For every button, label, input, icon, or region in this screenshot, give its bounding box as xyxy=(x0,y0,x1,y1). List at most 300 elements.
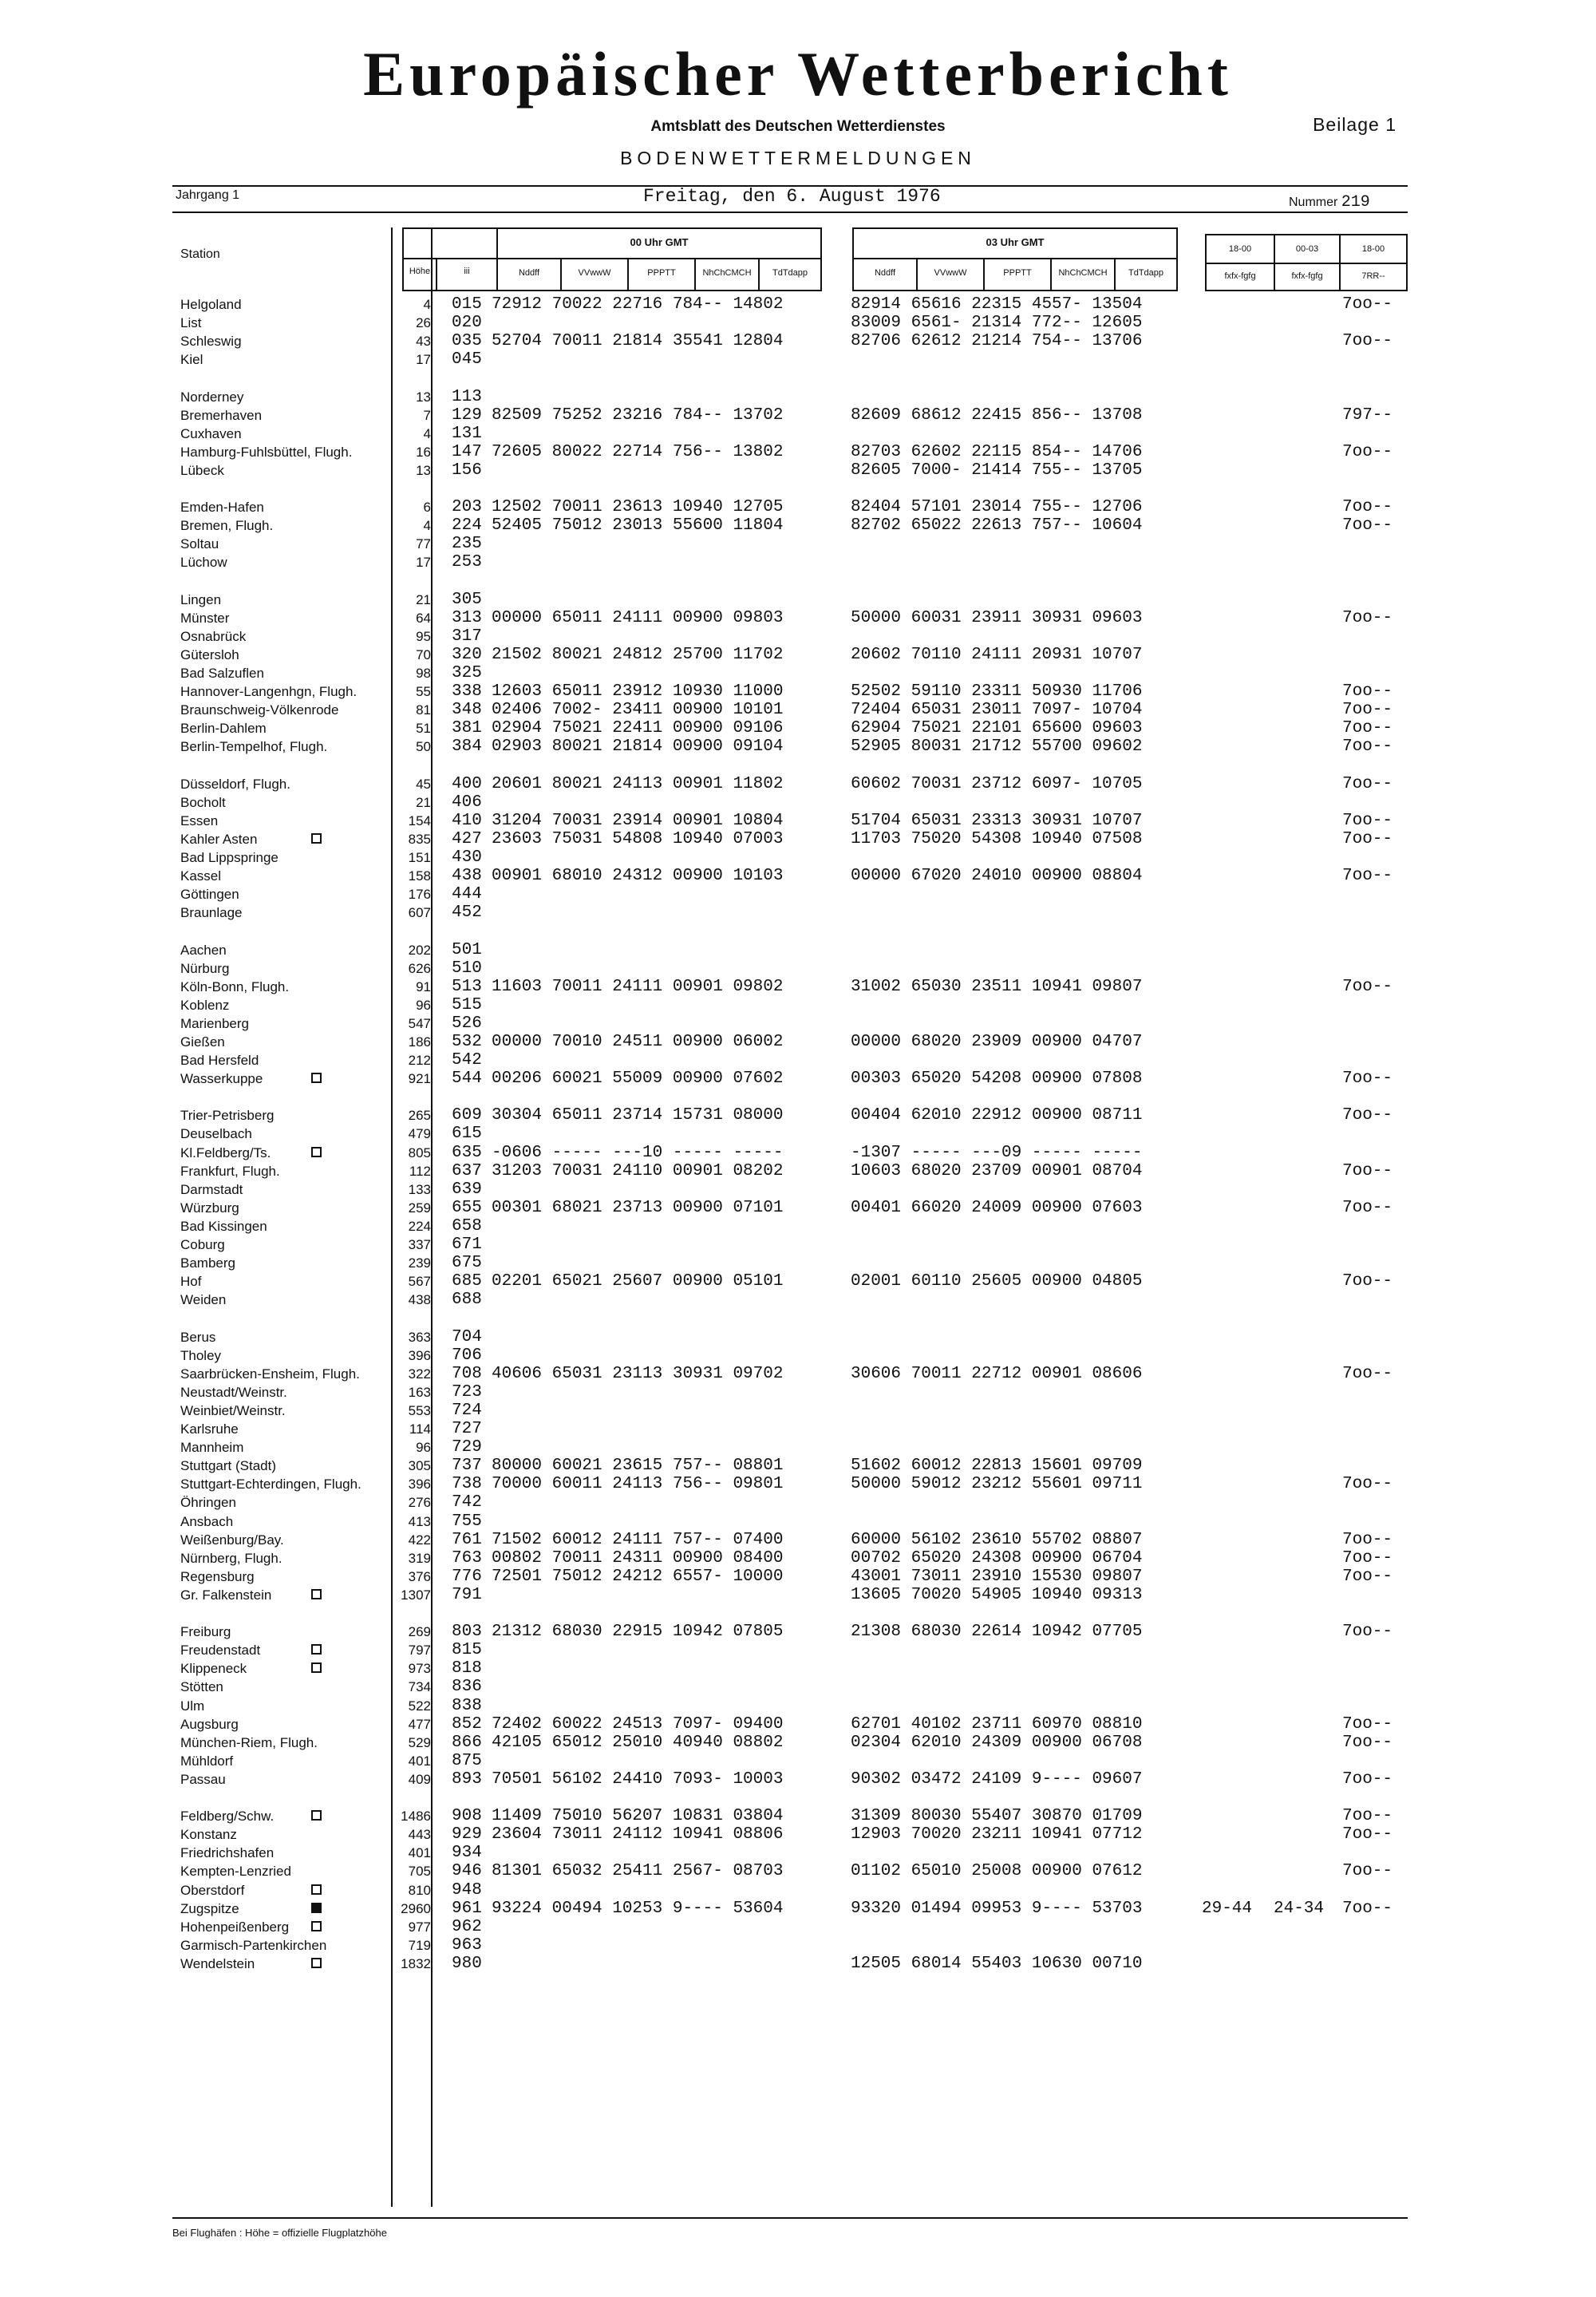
report-03-utc: 30606 70011 22712 00901 08606 xyxy=(851,1365,1143,1383)
station-number: 542 xyxy=(452,1051,482,1069)
report-00-utc: 20601 80021 24113 00901 11802 xyxy=(492,775,784,793)
station-height: 479 xyxy=(408,1126,431,1141)
station-height: 7 xyxy=(423,408,431,423)
station-name: Bamberg xyxy=(180,1255,235,1271)
extra-header-bottom: fxfx-fgfg xyxy=(1224,271,1256,281)
table-row xyxy=(0,885,1596,903)
station-name: Darmstadt xyxy=(180,1182,243,1197)
station-number: 803 xyxy=(452,1623,482,1641)
table-row xyxy=(0,1881,1596,1900)
station-height: 401 xyxy=(408,1753,431,1769)
report-00-utc: 11409 75010 56207 10831 03804 xyxy=(492,1807,784,1825)
station-number: 400 xyxy=(452,775,482,793)
report-03-utc: 93320 01494 09953 9---- 53703 xyxy=(851,1900,1143,1918)
station-number: 852 xyxy=(452,1715,482,1734)
table-row xyxy=(0,1217,1596,1235)
precipitation-group: 7oo-- xyxy=(1342,1568,1393,1586)
table-row xyxy=(0,1475,1596,1493)
station-number: 791 xyxy=(452,1586,482,1604)
station-name: Bremerhaven xyxy=(180,408,263,423)
table-row xyxy=(0,516,1596,535)
station-number: 688 xyxy=(452,1291,482,1309)
station-height: 319 xyxy=(408,1551,431,1566)
station-height: 409 xyxy=(408,1772,431,1787)
station-height: 977 xyxy=(408,1919,431,1935)
station-number: 658 xyxy=(452,1217,482,1235)
station-name: Kl.Feldberg/Ts. xyxy=(180,1145,271,1160)
page-title: Europäischer Wetterbericht xyxy=(363,39,1233,109)
station-name: Koblenz xyxy=(180,998,230,1013)
station-number: 305 xyxy=(452,591,482,609)
station-height: 176 xyxy=(408,887,431,902)
station-height: 705 xyxy=(408,1864,431,1879)
station-number: 948 xyxy=(452,1881,482,1900)
precipitation-group: 7oo-- xyxy=(1342,1825,1393,1844)
table-row xyxy=(0,1051,1596,1069)
station-name: Neustadt/Weinstr. xyxy=(180,1385,287,1400)
precipitation-group: 7oo-- xyxy=(1342,609,1393,627)
station-name: Kassel xyxy=(180,868,222,884)
report-00-utc: 72402 60022 24513 7097- 09400 xyxy=(492,1715,784,1734)
table-row xyxy=(0,959,1596,978)
station-name: Aachen xyxy=(180,943,227,958)
station-name: Frankfurt, Flugh. xyxy=(180,1164,280,1179)
station-name: Wasserkuppe xyxy=(180,1071,263,1086)
station-name: Braunschweig-Völkenrode xyxy=(180,702,339,718)
table-row xyxy=(0,701,1596,719)
table-row xyxy=(0,1844,1596,1862)
report-00-utc: 31203 70031 24110 00901 08202 xyxy=(492,1162,784,1180)
station-number: 406 xyxy=(452,793,482,812)
report-03-utc: 82404 57101 23014 755-- 12706 xyxy=(851,498,1143,516)
col-header: Nddff xyxy=(518,268,540,278)
station-height: 1486 xyxy=(401,1809,431,1824)
precipitation-group: 7oo-- xyxy=(1342,830,1393,848)
report-03-utc: 43001 73011 23910 15530 09807 xyxy=(851,1568,1143,1586)
station-name: Helgoland xyxy=(180,297,242,312)
station-number: 224 xyxy=(452,516,482,535)
table-row xyxy=(0,1272,1596,1291)
station-name: Hannover-Langenhgn, Flugh. xyxy=(180,684,358,699)
station-height: 6 xyxy=(423,500,431,515)
precipitation-group: 7oo-- xyxy=(1342,1199,1393,1217)
report-03-utc: -1307 ----- ---09 ----- ----- xyxy=(851,1144,1143,1162)
station-name: Weinbiet/Weinstr. xyxy=(180,1403,286,1418)
report-00-utc: 00000 65011 24111 00900 09803 xyxy=(492,609,784,627)
table-row xyxy=(0,1402,1596,1420)
report-00-utc: 70000 60011 24113 756-- 09801 xyxy=(492,1475,784,1493)
table-row xyxy=(0,498,1596,516)
header-rule-bottom xyxy=(172,212,1408,213)
station-height: 96 xyxy=(416,998,431,1013)
report-03-utc: 12505 68014 55403 10630 00710 xyxy=(851,1955,1143,1973)
table-row xyxy=(0,535,1596,553)
station-name: Lüchow xyxy=(180,555,227,570)
report-03-utc: 52905 80031 21712 55700 09602 xyxy=(851,737,1143,756)
station-name: Kahler Asten xyxy=(180,832,258,847)
station-number: 708 xyxy=(452,1365,482,1383)
station-height: 21 xyxy=(416,795,431,810)
report-03-utc: 00401 66020 24009 00900 07603 xyxy=(851,1199,1143,1217)
table-row xyxy=(0,1033,1596,1051)
station-number: 685 xyxy=(452,1272,482,1291)
col-header: TdTdapp xyxy=(1128,268,1164,278)
station-number: 671 xyxy=(452,1235,482,1254)
filled-square-icon xyxy=(311,1903,322,1913)
table-row xyxy=(0,646,1596,664)
report-03-utc: 62701 40102 23711 60970 08810 xyxy=(851,1715,1143,1734)
table-row xyxy=(0,1641,1596,1659)
station-height: 607 xyxy=(408,905,431,920)
station-name: Hohenpeißenberg xyxy=(180,1919,290,1935)
station-height: 305 xyxy=(408,1458,431,1473)
table-row xyxy=(0,1715,1596,1734)
station-number: 755 xyxy=(452,1512,482,1531)
report-03-utc: 00000 67020 24010 00900 08804 xyxy=(851,867,1143,885)
station-height: 64 xyxy=(416,611,431,626)
station-name: Schleswig xyxy=(180,334,242,349)
col-header: PPPTT xyxy=(647,268,676,278)
station-number: 934 xyxy=(452,1844,482,1862)
station-height: 158 xyxy=(408,868,431,884)
report-03-utc: 82706 62612 21214 754-- 13706 xyxy=(851,332,1143,350)
report-03-utc: 31309 80030 55407 30870 01709 xyxy=(851,1807,1143,1825)
station-height: 805 xyxy=(408,1145,431,1160)
table-row xyxy=(0,1106,1596,1125)
open-square-icon xyxy=(311,1589,322,1599)
table-row xyxy=(0,1438,1596,1457)
station-height: 70 xyxy=(416,647,431,662)
report-00-utc: 70501 56102 24410 7093- 10003 xyxy=(492,1770,784,1789)
report-03-utc: 00000 68020 23909 00900 04707 xyxy=(851,1033,1143,1051)
station-height: 1832 xyxy=(401,1956,431,1971)
report-00-utc: 81301 65032 25411 2567- 08703 xyxy=(492,1862,784,1880)
table-row xyxy=(0,1659,1596,1678)
station-number: 929 xyxy=(452,1825,482,1844)
station-name: Bad Lippspringe xyxy=(180,850,279,865)
precipitation-group: 7oo-- xyxy=(1342,1549,1393,1568)
report-00-utc: 00802 70011 24311 00900 08400 xyxy=(492,1549,784,1568)
station-number: 156 xyxy=(452,461,482,480)
station-number: 129 xyxy=(452,406,482,425)
station-height: 26 xyxy=(416,315,431,330)
table-row xyxy=(0,1825,1596,1844)
station-number: 866 xyxy=(452,1734,482,1752)
station-number: 742 xyxy=(452,1493,482,1512)
station-name: Freiburg xyxy=(180,1624,231,1639)
station-number: 438 xyxy=(452,867,482,885)
precipitation-group: 7oo-- xyxy=(1342,332,1393,350)
station-name: Lingen xyxy=(180,592,222,607)
station-name: Hof xyxy=(180,1274,202,1289)
table-row xyxy=(0,1697,1596,1715)
report-00-utc: 02904 75021 22411 00900 09106 xyxy=(492,719,784,737)
supplement-label: Beilage 1 xyxy=(1313,114,1396,135)
station-height: 422 xyxy=(408,1532,431,1548)
station-name: Mühldorf xyxy=(180,1753,234,1769)
report-03-utc: 82609 68612 22415 856-- 13708 xyxy=(851,406,1143,425)
station-name: Norderney xyxy=(180,389,244,405)
footnote: Bei Flughäfen : Höhe = offizielle Flugplatzhöhe xyxy=(172,2227,387,2239)
station-number: 020 xyxy=(452,314,482,332)
table-row xyxy=(0,1678,1596,1696)
precipitation-group: 7oo-- xyxy=(1342,1272,1393,1291)
station-height: 4 xyxy=(423,297,431,312)
station-name: Ulm xyxy=(180,1698,205,1714)
precipitation-group: 7oo-- xyxy=(1342,1106,1393,1125)
precipitation-group: 7oo-- xyxy=(1342,1900,1393,1918)
station-number: 513 xyxy=(452,978,482,996)
col-header: NhChCMCH xyxy=(702,268,752,278)
station-number: 501 xyxy=(452,941,482,959)
station-height: 921 xyxy=(408,1071,431,1086)
table-row xyxy=(0,1493,1596,1512)
station-name: Bad Kissingen xyxy=(180,1219,267,1234)
extra-header-bottom: 7RR-- xyxy=(1361,271,1385,281)
report-03-utc: 00702 65020 24308 00900 06704 xyxy=(851,1549,1143,1568)
table-row xyxy=(0,1346,1596,1365)
precipitation-group: 7oo-- xyxy=(1342,1162,1393,1180)
precipitation-group: 7oo-- xyxy=(1342,1069,1393,1088)
report-00-utc: 00206 60021 55009 00900 07602 xyxy=(492,1069,784,1088)
station-height: 51 xyxy=(416,721,431,736)
table-row xyxy=(0,719,1596,737)
station-number: 325 xyxy=(452,664,482,682)
station-number: 313 xyxy=(452,609,482,627)
volume-label: Jahrgang 1 xyxy=(176,188,240,202)
station-number: 532 xyxy=(452,1033,482,1051)
station-height: 2960 xyxy=(401,1901,431,1916)
station-height: 553 xyxy=(408,1403,431,1418)
col-header: VVwwW xyxy=(934,268,967,278)
col-header: PPPTT xyxy=(1003,268,1032,278)
footer-rule xyxy=(172,2217,1408,2219)
precipitation-group: 7oo-- xyxy=(1342,682,1393,701)
report-03-utc: 50000 60031 23911 30931 09603 xyxy=(851,609,1143,627)
report-03-utc: 62904 75021 22101 65600 09603 xyxy=(851,719,1143,737)
table-row xyxy=(0,461,1596,480)
station-height: 96 xyxy=(416,1440,431,1455)
station-name: Trier-Petrisberg xyxy=(180,1108,275,1123)
station-name: Freudenstadt xyxy=(180,1643,261,1658)
report-03-utc: 51704 65031 23313 30931 10707 xyxy=(851,812,1143,830)
station-number: 704 xyxy=(452,1328,482,1346)
report-03-utc: 82702 65022 22613 757-- 10604 xyxy=(851,516,1143,535)
report-03-utc: 31002 65030 23511 10941 09807 xyxy=(851,978,1143,996)
station-number: 724 xyxy=(452,1402,482,1420)
station-number: 815 xyxy=(452,1641,482,1659)
station-number: 510 xyxy=(452,959,482,978)
group-03-header xyxy=(852,227,1178,291)
station-number: 348 xyxy=(452,701,482,719)
table-row xyxy=(0,1199,1596,1217)
precipitation-group: 7oo-- xyxy=(1342,1475,1393,1493)
table-row xyxy=(0,903,1596,922)
station-name: Marienberg xyxy=(180,1016,249,1031)
station-number: 836 xyxy=(452,1678,482,1696)
station-height: 151 xyxy=(408,850,431,865)
report-03-utc: 02001 60110 25605 00900 04805 xyxy=(851,1272,1143,1291)
station-height: 719 xyxy=(408,1938,431,1953)
issue-number: Nummer 219 xyxy=(1289,193,1370,212)
col-header: Nddff xyxy=(874,268,896,278)
station-number: 338 xyxy=(452,682,482,701)
open-square-icon xyxy=(311,1958,322,1968)
station-number: 963 xyxy=(452,1936,482,1955)
table-row xyxy=(0,996,1596,1014)
station-height: 43 xyxy=(416,334,431,349)
station-number: 035 xyxy=(452,332,482,350)
group-03-title: 03 Uhr GMT xyxy=(986,236,1045,248)
station-height: 91 xyxy=(416,979,431,994)
station-name: Göttingen xyxy=(180,887,239,902)
station-name: Köln-Bonn, Flugh. xyxy=(180,979,290,994)
station-height: 477 xyxy=(408,1717,431,1732)
precipitation-group: 7oo-- xyxy=(1342,295,1393,314)
open-square-icon xyxy=(311,1147,322,1157)
report-00-utc: 02406 7002- 23411 00900 10101 xyxy=(492,701,784,719)
report-00-utc: 72605 80022 22714 756-- 13802 xyxy=(492,443,784,461)
station-height: 4 xyxy=(423,518,431,533)
station-height: 13 xyxy=(416,463,431,478)
station-number: 609 xyxy=(452,1106,482,1125)
report-00-utc: 52704 70011 21814 35541 12804 xyxy=(492,332,784,350)
station-name: Berus xyxy=(180,1330,216,1345)
station-number: 317 xyxy=(452,627,482,646)
station-height: 1307 xyxy=(401,1587,431,1603)
station-number: 045 xyxy=(452,350,482,369)
report-00-utc: 02201 65021 25607 00900 05101 xyxy=(492,1272,784,1291)
table-row xyxy=(0,1365,1596,1383)
open-square-icon xyxy=(311,1921,322,1931)
table-row xyxy=(0,627,1596,646)
station-name: München-Riem, Flugh. xyxy=(180,1735,318,1750)
station-height: 810 xyxy=(408,1883,431,1898)
report-00-utc: 72501 75012 24212 6557- 10000 xyxy=(492,1568,784,1586)
gust-18-00: 29-44 xyxy=(1202,1900,1253,1918)
table-row xyxy=(0,830,1596,848)
hoehe-iii-header-box xyxy=(402,227,498,291)
station-height: 322 xyxy=(408,1366,431,1382)
report-03-utc: 52502 59110 23311 50930 11706 xyxy=(851,682,1143,701)
report-00-utc: 82509 75252 23216 784-- 13702 xyxy=(492,406,784,425)
station-name: Bad Salzuflen xyxy=(180,666,264,681)
table-row xyxy=(0,664,1596,682)
station-height: 163 xyxy=(408,1385,431,1400)
station-height: 95 xyxy=(416,629,431,644)
station-height: 276 xyxy=(408,1495,431,1510)
table-row xyxy=(0,1420,1596,1438)
report-00-utc: 02903 80021 21814 00900 09104 xyxy=(492,737,784,756)
station-name: Wendelstein xyxy=(180,1956,255,1971)
station-name: Augsburg xyxy=(180,1717,239,1732)
station-name: Nürburg xyxy=(180,961,230,976)
report-00-utc: 23603 75031 54808 10940 07003 xyxy=(492,830,784,848)
station-name: Konstanz xyxy=(180,1827,237,1842)
report-00-utc: 21502 80021 24812 25700 11702 xyxy=(492,646,784,664)
open-square-icon xyxy=(311,1810,322,1821)
table-row xyxy=(0,1770,1596,1789)
table-row xyxy=(0,1936,1596,1955)
precipitation-group: 7oo-- xyxy=(1342,737,1393,756)
station-height: 376 xyxy=(408,1569,431,1584)
report-00-utc: 00901 68010 24312 00900 10103 xyxy=(492,867,784,885)
precipitation-group: 7oo-- xyxy=(1342,812,1393,830)
station-number: 763 xyxy=(452,1549,482,1568)
report-00-utc: 12502 70011 23613 10940 12705 xyxy=(492,498,784,516)
table-row xyxy=(0,848,1596,867)
station-height: 239 xyxy=(408,1255,431,1271)
table-row xyxy=(0,1549,1596,1568)
station-height: 835 xyxy=(408,832,431,847)
station-height: 17 xyxy=(416,352,431,367)
station-height: 45 xyxy=(416,777,431,792)
col-header: NhChCMCH xyxy=(1058,268,1108,278)
station-name: Weißenburg/Bay. xyxy=(180,1532,284,1548)
station-number: 980 xyxy=(452,1955,482,1973)
precipitation-group: 7oo-- xyxy=(1342,498,1393,516)
table-row xyxy=(0,1918,1596,1936)
station-number: 444 xyxy=(452,885,482,903)
station-name: Gütersloh xyxy=(180,647,239,662)
station-height: 16 xyxy=(416,445,431,460)
station-height: 202 xyxy=(408,943,431,958)
station-name: Cuxhaven xyxy=(180,426,242,441)
table-row xyxy=(0,425,1596,443)
station-height: 224 xyxy=(408,1219,431,1234)
report-03-utc: 83009 6561- 21314 772-- 12605 xyxy=(851,314,1143,332)
station-height: 13 xyxy=(416,389,431,405)
iii-header: iii xyxy=(464,267,470,276)
table-row xyxy=(0,1807,1596,1825)
station-height: 50 xyxy=(416,739,431,754)
precipitation-group: 7oo-- xyxy=(1342,1734,1393,1752)
precipitation-group: 7oo-- xyxy=(1342,1862,1393,1880)
station-name: Emden-Hafen xyxy=(180,500,264,515)
station-number: 706 xyxy=(452,1346,482,1365)
report-03-utc: 82914 65616 22315 4557- 13504 xyxy=(851,295,1143,314)
station-height: 259 xyxy=(408,1200,431,1216)
station-number: 427 xyxy=(452,830,482,848)
precipitation-group: 7oo-- xyxy=(1342,1531,1393,1549)
station-height: 396 xyxy=(408,1348,431,1363)
station-name: Kempten-Lenzried xyxy=(180,1864,291,1879)
precipitation-group: 7oo-- xyxy=(1342,978,1393,996)
table-row xyxy=(0,1328,1596,1346)
station-name: Zugspitze xyxy=(180,1901,239,1916)
table-row xyxy=(0,388,1596,406)
precipitation-group: 7oo-- xyxy=(1342,701,1393,719)
report-03-utc: 60602 70031 23712 6097- 10705 xyxy=(851,775,1143,793)
station-number: 738 xyxy=(452,1475,482,1493)
report-00-utc: 11603 70011 24111 00901 09802 xyxy=(492,978,784,996)
report-03-utc: 20602 70110 24111 20931 10707 xyxy=(851,646,1143,664)
table-row xyxy=(0,553,1596,571)
table-row xyxy=(0,1586,1596,1604)
station-number: 946 xyxy=(452,1862,482,1880)
station-height: 401 xyxy=(408,1845,431,1860)
station-number: 203 xyxy=(452,498,482,516)
gust-00-03: 24-34 xyxy=(1274,1900,1325,1918)
station-number: 727 xyxy=(452,1420,482,1438)
table-row xyxy=(0,1623,1596,1641)
station-number: 776 xyxy=(452,1568,482,1586)
table-row xyxy=(0,941,1596,959)
station-height: 55 xyxy=(416,684,431,699)
table-row xyxy=(0,350,1596,369)
station-name: Osnabrück xyxy=(180,629,247,644)
report-00-utc: 93224 00494 10253 9---- 53604 xyxy=(492,1900,784,1918)
